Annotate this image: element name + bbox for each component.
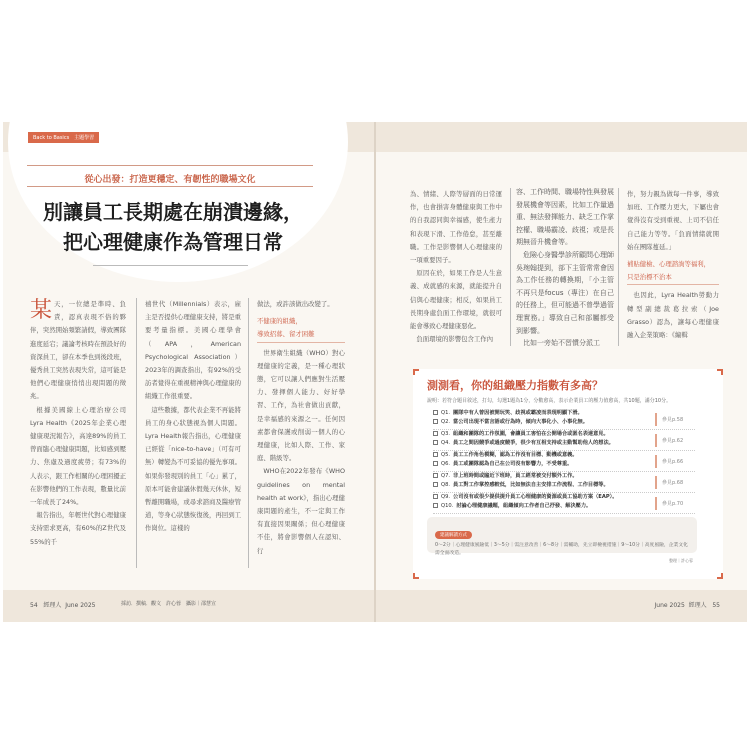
title-line: 別讓員工長期處在崩潰邊緣，: [43, 200, 303, 224]
question-number: Q9.: [441, 494, 451, 500]
page-title: [23, 197, 323, 257]
corner-mark: [717, 369, 723, 375]
heading-line: 只是治標不治本: [627, 273, 672, 282]
question-text: 團隊中有人曾因被開玩笑、歧視或霸凌而表現明顯下滑。: [453, 410, 583, 416]
question-number: Q1.: [441, 410, 451, 416]
checkbox[interactable]: [433, 440, 438, 445]
magazine-name: 經理人: [43, 602, 62, 609]
divider: [27, 186, 313, 187]
checkbox[interactable]: [433, 419, 438, 424]
score-guide: [427, 517, 697, 556]
article-column-6: [627, 188, 719, 348]
score-text: 0～2分｜心理健康風險低｜3～5分｜需注意改善｜6～8分｜需輔助，先立即檢視措施｜9～10分｜高度風險，企業文化需全面改造。: [435, 543, 688, 556]
quiz-box: [413, 369, 723, 579]
article-column-2: [145, 298, 241, 578]
drop-cap: 某: [30, 298, 53, 323]
question-text: 組織和團隊的工作氛圍，會讓員工害怕在公開場合或匿名表達意見。: [453, 431, 609, 437]
column-rule: [248, 298, 249, 568]
question-group: [433, 472, 695, 493]
checkbox[interactable]: [433, 410, 438, 415]
page-reference: 參見p.66: [655, 455, 695, 468]
credits: 採訪．撰稿．觀文 許心蓉 攝影｜邵慧宣: [121, 601, 217, 607]
issue-date: June 2025: [65, 602, 96, 609]
question-number: Q10.: [441, 503, 454, 509]
article-column-1: [30, 298, 126, 578]
paragraph: 禧世代（Millennials）表示，雇主是否提供心理健康支持，將是重要考量指標。美國心理學會（APA，American Psychological Association）2023年的調查指出，有92%的受訪者覺得在重視精神與心理健康的組織工作很重要。: [145, 300, 241, 401]
corner-mark: [717, 573, 723, 579]
quiz-description: 說明：若符合題目敘述，打勾，勾選1題為1分，分數愈高，表示企業員工的壓力值愈高，共10題，滿分10分。: [427, 398, 672, 404]
article-column-3: [257, 298, 345, 578]
checkbox[interactable]: [433, 482, 438, 487]
question-number: Q4.: [441, 440, 451, 446]
paragraph: 也因此，Lyra Health勞動力轉型副總裁葛拉索（Joe Grasso）認為，讓每心理健康融入企業策略：《編輯: [627, 291, 719, 340]
paragraph: 這些數據，都代表企業不再能將員工的身心狀態視為個人問題。Lyra Health報告指出，心理健康已經從「nice-to-have」（可有可無）轉變為不可妥協的優先事項。如果你發現別的員工「心」累了，原本可能會建議休假幾天休休，短暫離開職場，或尋求諮商及醫療管道，等身心狀態恢復後，再回到工作崗位。這樣的: [145, 405, 241, 533]
question-text: 討論心理健康議題，組織傾向工作者自己抒發、解決壓力。: [456, 503, 592, 509]
paragraph: 世界衛生組織（WHO）對心理健康的定義，是一種心理狀態，它可以讓人們應對生活壓力、發揮個人能力、好好學習、工作，為社會做出貢獻，是幸福感的來源之一。任何因素都會保護或削弱一個人的心理健康，比如人際、工作、家庭、階級等。: [257, 348, 345, 463]
checkbox[interactable]: [433, 473, 438, 478]
title-line: 把心理健康作為管理日常: [63, 230, 283, 254]
question-group: [433, 409, 695, 430]
checkbox[interactable]: [433, 503, 438, 508]
question-number: Q6.: [441, 461, 451, 467]
question-number: Q5.: [441, 452, 451, 458]
paragraph: 為、情緒、人際等層面的日常運作，也會損害身體健康與工作中的自我認同與幸福感，使生產力和表現下滑、工作倦怠，甚至離職。工作是影響個人心理健康的一項重要因子。: [410, 190, 502, 265]
heading-line: 不健康的組織，: [257, 317, 302, 326]
left-folio: [30, 600, 95, 609]
page-reference: 參見p.68: [655, 476, 695, 489]
gutter: [374, 122, 376, 622]
paragraph: 報告指出，年輕世代對心理健康支持需求更高，有60%的Z世代及55%的千: [30, 511, 126, 546]
question-text: 非上班時間或臨近下班時，員工經常被交付額外工作。: [453, 473, 578, 479]
column-rule: [510, 188, 511, 346]
subtitle: 從心出發：打造更穩定、有韌性的職場文化: [84, 175, 256, 185]
section-heading: [627, 258, 719, 285]
paragraph: 負面環境的影響包含工作內: [416, 335, 494, 344]
question-text: 員工對工作掌控感較低，比如無法自主安排工作流程、工作目標等。: [453, 482, 609, 488]
score-label: 建議解讀方式: [435, 531, 472, 539]
paragraph: 天，一位總是準時、負責，認真表現不俗的夥伴，突然開始頻繁請假，導致團隊進度延宕；議論考核時在預設好的資深員工，卻在本季也到後段班，優秀員工突然表現失常，這可能是他們心理健康悄悄出現問題的徵兆。: [30, 300, 126, 401]
question-text: 當公司出現不當言語或行為時，傾向大事化小、小事化無。: [453, 419, 588, 425]
question-text: 員工工作角色模糊，認為工作沒有目標、動機或意義。: [453, 452, 578, 458]
corner-mark: [413, 369, 419, 375]
quiz-credit: 整理｜許心蓉: [669, 558, 693, 563]
checkbox[interactable]: [433, 461, 438, 466]
corner-mark: [413, 573, 419, 579]
article-column-4: [410, 188, 502, 348]
paragraph: 作，努力親為做每一件事，導致加班、工作壓力更大，下屬也會覺得沒有受到重視、上司不信任自己能力等等。「負面情緒就開始在團隊蔓延。」: [627, 190, 719, 251]
question-group: [433, 493, 695, 514]
paragraph: 根據美國線上心理治療公司Lyra Health《2025年企業心理健康現況報告》，高達89%的員工曾面臨心理健康問題，比如感到壓力、焦慮及過度疲勞；有73%的人表示，跟工作相關的心理困擾正在影響他們的工作表現，數量比前一年成長了24%。: [30, 405, 126, 507]
paragraph: 危險心身醫學診所顧問心理師吳琬翰提到，部下主管常常會因為工作任務的轉換期，「小主管不再只是focus（專注）在自己的任務上，但可能過不曾學過管理實務。」導致自己和部屬都受到影響。: [516, 250, 614, 335]
checkbox[interactable]: [433, 494, 438, 499]
question-text: 公司沒有或很少提供提升員工心理健康的資源或員工協助方案（EAP）。: [453, 494, 618, 500]
checkbox[interactable]: [433, 431, 438, 436]
paragraph: 容、工作時間、職場特性與發展發展機會等因素，比如工作量過重、無法發揮能力、缺乏工作掌控權、職場霸凌、歧視；或是長期無晉升機會等。: [516, 188, 614, 247]
paragraph: 比如一旁始不習慣分派工: [523, 339, 600, 348]
question-number: Q3.: [441, 431, 451, 437]
page-number: 54: [30, 602, 38, 609]
question-text: 員工或團隊認為自己在公司沒有影響力，不受尊重。: [453, 461, 573, 467]
section-heading: [257, 315, 345, 342]
page-number: 55: [712, 602, 720, 609]
heading-line: 補貼健檢、心理諮詢等福利，: [627, 260, 711, 269]
checkbox[interactable]: [433, 452, 438, 457]
paragraph: 做法，或許該做出改變了。: [257, 300, 334, 308]
question-group: [433, 451, 695, 472]
paragraph: 原因在於，如果工作是人生意義、成就感的來源，就能提升自信與心理健康；相反，如果員工長期身處負面工作環境，就很可能會導致心理健康惡化。: [410, 269, 502, 331]
question-number: Q8.: [441, 482, 451, 488]
page-reference: 參見p.70: [655, 497, 695, 510]
issue-date: June 2025: [654, 602, 685, 609]
heading-line: 導致招募、留才困難: [257, 330, 315, 339]
quiz-title: 測測看，你的組織壓力指數有多高？: [427, 379, 603, 392]
column-rule: [618, 188, 619, 346]
column-rule: [136, 298, 137, 568]
divider: [27, 165, 313, 166]
right-folio: [655, 600, 720, 609]
question-text: 員工之間因競爭或過度競爭，很少有互相支持或主動幫助他人的想法。: [453, 440, 614, 446]
page-reference: 參見p.62: [655, 434, 695, 447]
magazine-name: 經理人: [688, 602, 707, 609]
question-group: [433, 430, 695, 451]
article-column-5: [516, 186, 614, 366]
question-number: Q2.: [441, 419, 451, 425]
page-reference: 參見p.58: [655, 413, 695, 426]
divider: [93, 265, 248, 266]
question-number: Q7.: [441, 473, 451, 479]
section-tag: Back to Basics 主題學習: [28, 132, 99, 143]
magazine-spread: [3, 122, 747, 622]
paragraph: WHO在2022年發布《WHO guidelines on mental health at work》，指出心理健康問題的產生，不一定與工作有直接因果關係；但心理健康不佳，將會影響個人在認知、行: [257, 467, 345, 555]
